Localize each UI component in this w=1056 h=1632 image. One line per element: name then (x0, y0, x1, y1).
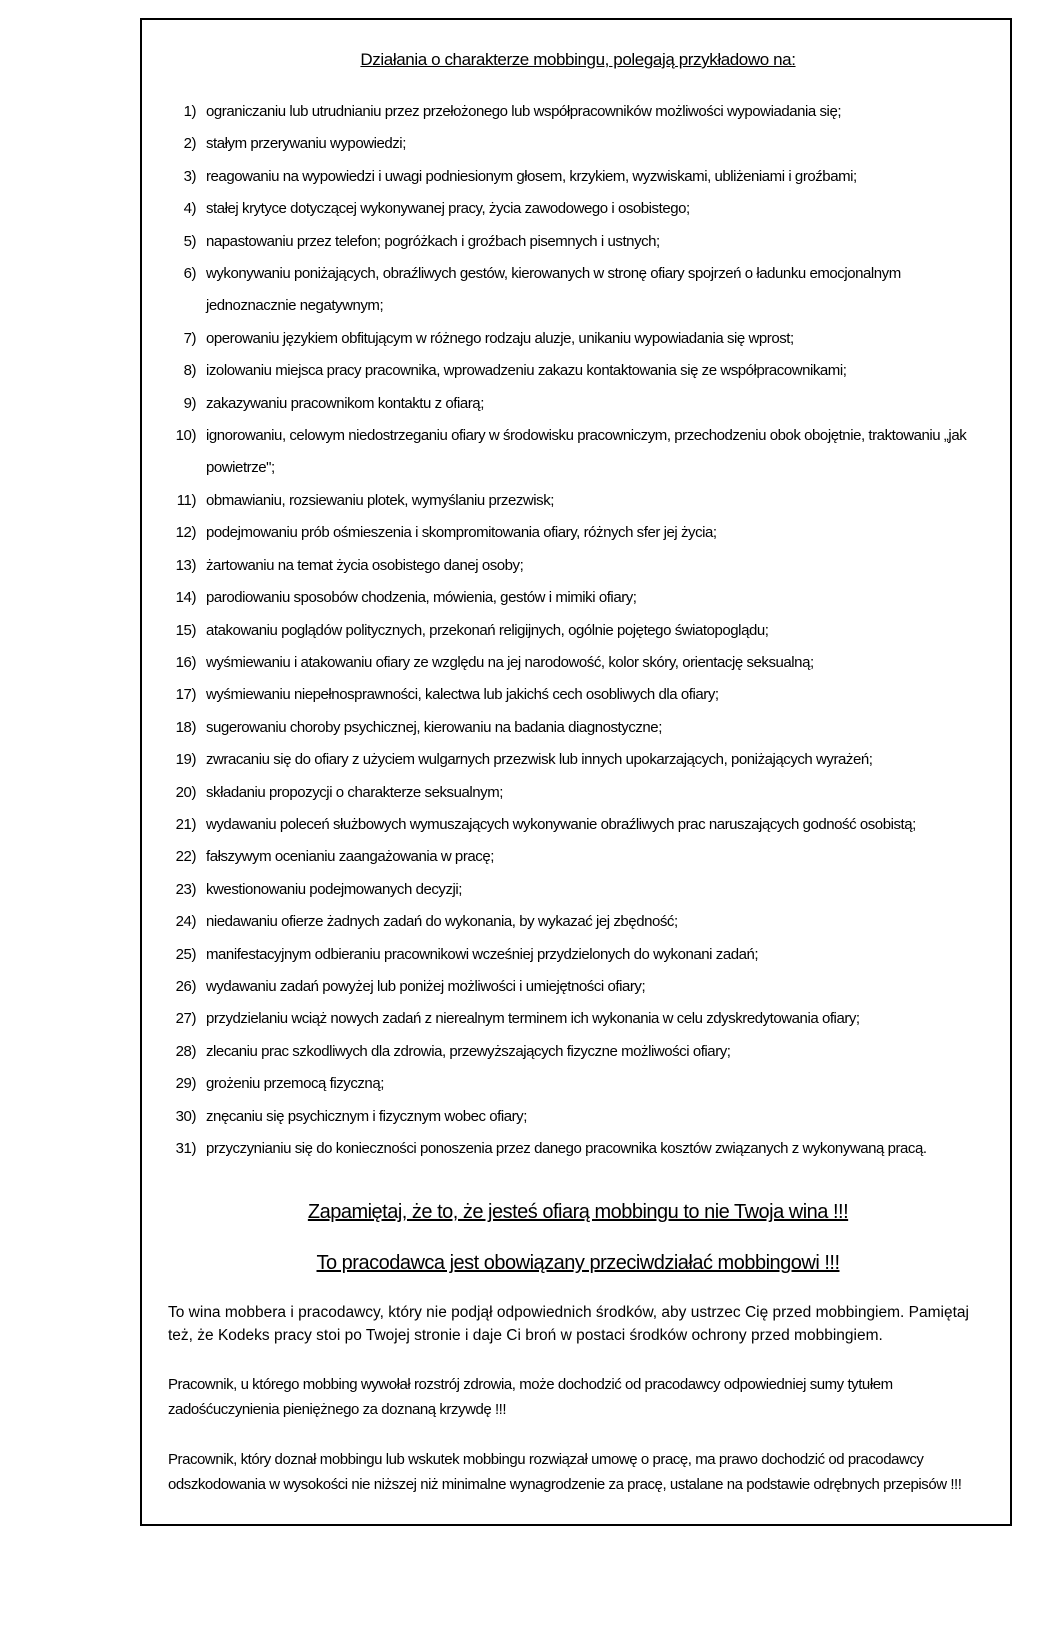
list-item (168, 1068, 988, 1100)
list-item-text: wyśmiewaniu i atakowaniu ofiary ze względu na jej narodowość, kolor skóry, orientację seksualną; (206, 653, 814, 671)
list-item (168, 744, 988, 776)
list-item (168, 874, 988, 906)
list-item (168, 1003, 988, 1035)
list-item-text: wykonywaniu poniżających, obraźliwych gestów, kierowanych w stronę ofiary spojrzeń o ładunku emocjonalnym jednoznacznie negatywnym; (206, 265, 901, 315)
list-item (168, 226, 988, 258)
list-item-number: 14) (175, 589, 196, 607)
list-item (168, 809, 988, 841)
list-item-text: wydawaniu poleceń służbowych wymuszających wykonywanie obraźliwych prac naruszających godność osobistą; (206, 815, 916, 833)
list-item-number: 20) (175, 783, 196, 801)
list-item (168, 485, 988, 517)
list-item-text: podejmowaniu prób ośmieszenia i skompromitowania ofiary, różnych sfer jej życia; (206, 524, 717, 542)
paragraph-employer-fault: To wina mobbera i pracodawcy, który nie podjął odpowiednich środków, aby ustrzec Cię przed mobbingiem. Pamiętaj też, że Kodeks pracy stoi po Twojej stronie i daje Ci broń w postaci środków ochrony przed mobbingiem. (168, 1304, 969, 1345)
list-item (168, 679, 988, 711)
list-item (168, 355, 988, 387)
list-item-number: 24) (175, 913, 196, 931)
list-item-text: obmawianiu, rozsiewaniu plotek, wymyślaniu przezwisk; (206, 491, 554, 509)
list-item (168, 96, 988, 128)
list-item (168, 939, 988, 971)
list-item-number: 7) (183, 329, 196, 347)
list-item-text: ignorowaniu, celowym niedostrzeganiu ofiary w środowisku pracowniczym, przechodzeniu obok obojętnie, traktowaniu „jak powietrze"; (206, 427, 967, 477)
list-item-number: 17) (175, 686, 196, 704)
list-item-text: grożeniu przemocą fizyczną; (206, 1075, 384, 1093)
list-item-text: parodiowaniu sposobów chodzenia, mówienia, gestów i mimiki ofiary; (206, 589, 637, 607)
list-item-text: operowaniu językiem obfitującym w różnego rodzaju aluzje, unikaniu wypowiadania się wprost; (206, 329, 794, 347)
list-item (168, 777, 988, 809)
list-item-number: 27) (175, 1010, 196, 1028)
list-item-number: 25) (175, 945, 196, 963)
list-item (168, 258, 988, 323)
list-item (168, 1036, 988, 1068)
list-item-text: napastowaniu przez telefon; pogróżkach i groźbach pisemnych i ustnych; (206, 232, 660, 250)
list-item-number: 29) (175, 1075, 196, 1093)
list-item-number: 10) (175, 427, 196, 445)
mobbing-actions-list (168, 96, 988, 1165)
list-item-number: 6) (183, 265, 196, 283)
list-item (168, 420, 988, 485)
list-item-number: 4) (183, 200, 196, 218)
list-item-number: 11) (176, 491, 196, 509)
list-item-number: 28) (175, 1042, 196, 1060)
list-item-text: wyśmiewaniu niepełnosprawności, kalectwa lub jakichś cech osobliwych dla ofiary; (206, 686, 719, 704)
list-item (168, 841, 988, 873)
list-item-number: 9) (183, 394, 196, 412)
list-item-number: 3) (183, 167, 196, 185)
paragraph-termination-compensation: Pracownik, który doznał mobbingu lub wskutek mobbingu rozwiązał umowę o pracę, ma prawo dochodzić od pracodawcy odszkodowania w wysokości nie niższej niż minimalne wynagrodzenie za pracę, ustalane na podstawie odrębnych przepisów !!! (168, 1451, 962, 1493)
list-item-text: wydawaniu zadań powyżej lub poniżej możliwości i umiejętności ofiary; (206, 977, 646, 995)
list-item-number: 5) (183, 232, 196, 250)
list-item (168, 647, 988, 679)
list-item-text: reagowaniu na wypowiedzi i uwagi podniesionym głosem, krzykiem, wyzwiskami, ubliżeniami i groźbami; (206, 167, 857, 185)
list-item-number: 19) (175, 751, 196, 769)
list-item-number: 8) (183, 362, 196, 380)
document-frame (140, 18, 1012, 1526)
list-item-text: zwracaniu się do ofiary z użyciem wulgarnych przezwisk lub innych upokarzających, poniżających wyrażeń; (206, 751, 873, 769)
emphasis-heading-not-your-fault: Zapamiętaj, że to, że jesteś ofiarą mobbingu to nie Twoja wina !!! (307, 1201, 849, 1224)
list-item (168, 971, 988, 1003)
list-item (168, 712, 988, 744)
list-item (168, 582, 988, 614)
list-item-text: ograniczaniu lub utrudnianiu przez przełożonego lub współpracowników możliwości wypowiadania się; (206, 103, 842, 120)
list-item (168, 615, 988, 647)
list-item (168, 128, 988, 160)
list-item-text: stałym przerywaniu wypowiedzi; (206, 135, 406, 153)
list-item-text: sugerowaniu choroby psychicznej, kierowaniu na badania diagnostyczne; (206, 718, 662, 736)
list-item (168, 388, 988, 420)
list-item-number: 12) (175, 524, 196, 542)
list-item-text: przyczynianiu się do konieczności ponoszenia przez danego pracownika kosztów związanych z wykonywaną pracą. (206, 1140, 927, 1157)
list-item-number: 22) (175, 848, 196, 866)
list-item-text: zlecaniu prac szkodliwych dla zdrowia, przewyższających fizyczne możliwości ofiary; (206, 1042, 731, 1060)
list-item-text: znęcaniu się psychicznym i fizycznym wobec ofiary; (206, 1107, 527, 1125)
document-title: Działania o charakterze mobbingu, polegają przykładowo na: (360, 50, 796, 69)
list-item-number: 26) (175, 977, 196, 995)
list-item (168, 1133, 988, 1165)
list-item-number: 30) (175, 1107, 196, 1125)
list-item-number: 16) (175, 653, 196, 671)
emphasis-heading-employer-obligation: To pracodawca jest obowiązany przeciwdziałać mobbingowi !!! (316, 1252, 840, 1275)
paragraph-health-compensation: Pracownik, u którego mobbing wywołał rozstrój zdrowia, może dochodzić od pracodawcy odpowiedniej sumy tytułem zadośćuczynienia pieniężnego za doznaną krzywdę !!! (168, 1376, 893, 1418)
list-item-text: izolowaniu miejsca pracy pracownika, wprowadzeniu zakazu kontaktowania się ze współpracownikami; (206, 362, 847, 380)
list-item-number: 21) (175, 815, 196, 833)
list-item (168, 161, 988, 193)
list-item (168, 323, 988, 355)
list-item (168, 517, 988, 549)
list-item-text: manifestacyjnym odbieraniu pracownikowi wcześniej przydzielonych do wykonani zadań; (206, 945, 759, 963)
list-item-text: niedawaniu ofierze żadnych zadań do wykonania, by wykazać jej zbędność; (206, 913, 678, 931)
list-item-number: 18) (175, 718, 196, 736)
list-item-number: 2) (183, 135, 196, 153)
list-item-number: 31) (175, 1140, 196, 1157)
list-item (168, 193, 988, 225)
list-item (168, 1101, 988, 1133)
list-item-text: składaniu propozycji o charakterze seksualnym; (206, 783, 503, 801)
list-item-number: 1) (183, 103, 196, 120)
list-item (168, 550, 988, 582)
list-item-number: 15) (175, 621, 196, 639)
list-item-text: fałszywym ocenianiu zaangażowania w pracę; (206, 848, 494, 866)
list-item-number: 23) (175, 880, 196, 898)
list-item-text: atakowaniu poglądów politycznych, przekonań religijnych, ogólnie pojętego światopoglądu; (206, 621, 769, 639)
list-item-text: przydzielaniu wciąż nowych zadań z nierealnym terminem ich wykonania w celu zdyskredytowania ofiary; (206, 1010, 860, 1028)
list-item-text: zakazywaniu pracownikom kontaktu z ofiarą; (206, 394, 484, 412)
list-item-text: żartowaniu na temat życia osobistego danej osoby; (206, 556, 524, 574)
list-item-text: stałej krytyce dotyczącej wykonywanej pracy, życia zawodowego i osobistego; (206, 200, 690, 218)
list-item-text: kwestionowaniu podejmowanych decyzji; (206, 880, 462, 898)
list-item-number: 13) (175, 556, 196, 574)
list-item (168, 906, 988, 938)
